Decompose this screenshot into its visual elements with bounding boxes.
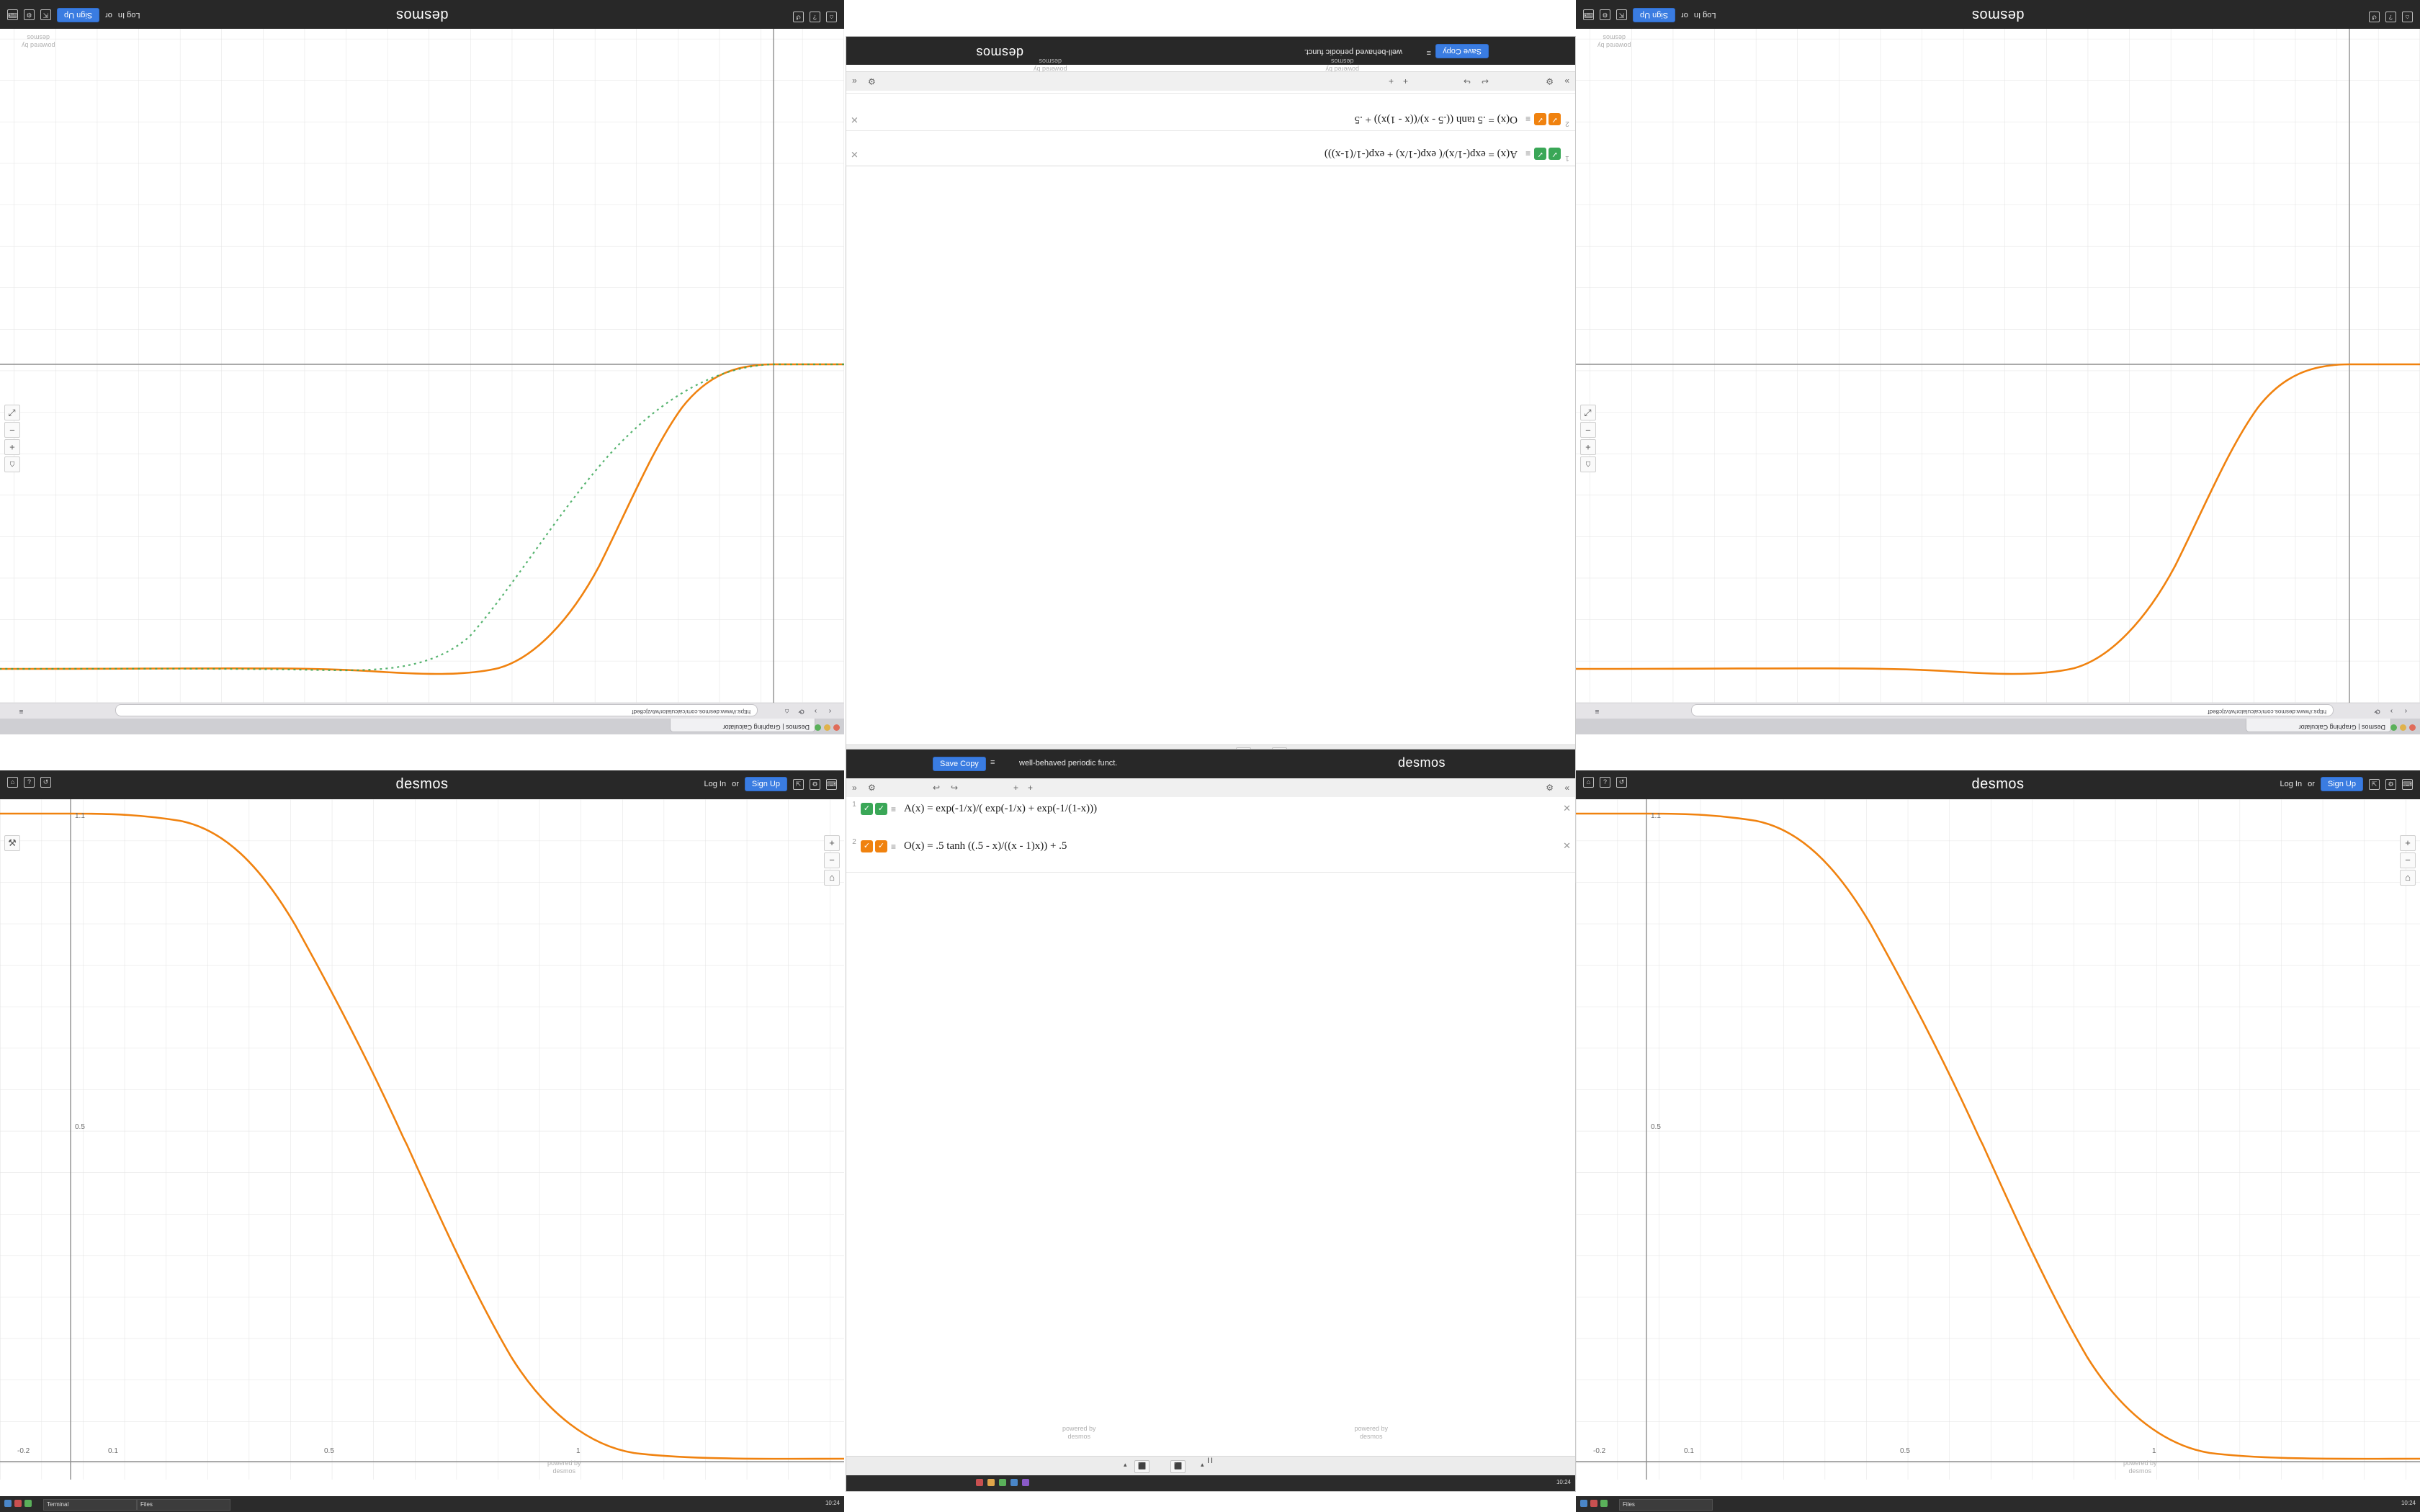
chevron-up-icon[interactable]: ▴ [1124,1461,1127,1468]
desmos-header [0,770,844,799]
taskbar-app-icon[interactable] [1010,1479,1018,1486]
powered-by-label [22,33,55,50]
recorder-toolbar [846,1456,1575,1475]
share-icon[interactable]: ⇱ [793,779,804,790]
zoom-in-button[interactable]: + [2400,835,2416,851]
x-tick-label: 1 [2152,1447,2156,1455]
zoom-out-button[interactable]: − [824,852,840,868]
or-label: or [105,11,112,19]
undo-icon[interactable]: ↺ [2369,12,2380,22]
taskbar-window-button[interactable]: Files [1619,1499,1713,1511]
expression-list [846,65,1575,166]
powered-by-brand: desmos [1039,57,1062,65]
expression-math[interactable]: A(x) = exp(-1/x)/( exp(-1/x) + exp(-1/(1-x))) [904,803,1098,814]
share-icon[interactable]: ⇱ [40,10,51,21]
log-in-link[interactable]: Log In [2280,780,2303,788]
sign-up-button[interactable]: Sign Up [1633,8,1675,22]
expression-row-0[interactable] [846,130,1575,166]
reload-icon[interactable]: ⟳ [798,707,805,715]
color-swatch[interactable]: ✓ [1534,148,1546,160]
undo-arrow-icon[interactable]: ↩ [933,783,941,793]
zoom-in-button[interactable]: + [1580,439,1596,455]
share-icon[interactable]: ⇱ [1616,10,1627,21]
expression-row-1[interactable] [846,93,1575,131]
desmos-logo: desmos [395,7,449,23]
center-window-top [846,36,1576,765]
zoom-home-button[interactable]: ⌂ [4,456,20,472]
gear-icon[interactable]: ⚙ [24,10,35,21]
zoom-controls [824,835,840,886]
zoom-home-button[interactable]: ⌂ [824,870,840,886]
taskbar-app-icon[interactable] [1590,1500,1597,1507]
powered-by-brand: desmos [1603,34,1626,42]
question-circle-icon[interactable]: ? [2385,12,2396,22]
powered-by-label [2123,1459,2157,1476]
color-swatch[interactable]: ✓ [1549,148,1561,160]
desmos-header [846,37,1575,66]
header-right-actions [2280,777,2413,791]
add-expression-button[interactable]: + [1402,76,1408,86]
desmos-logo: desmos [1971,776,2025,792]
taskbar-clock: 10:24 [825,1500,840,1506]
log-in-link[interactable]: Log In [704,780,727,788]
powered-by-text: powered by [1354,1424,1388,1432]
hamburger-icon[interactable]: ≡ [19,707,24,715]
browser-chrome [0,702,844,734]
color-swatch[interactable]: ✓ [875,803,887,815]
or-label: or [732,780,739,788]
undo-arrow-icon[interactable]: ↩ [1481,76,1489,86]
graph-canvas[interactable] [0,29,844,703]
gear-icon[interactable]: ⚙ [1600,10,1610,21]
desmos-logo: desmos [976,45,1024,60]
forward-icon[interactable]: › [2390,707,2393,715]
tab-strip [1576,719,2420,734]
powered-by-brand: desmos [1067,1432,1091,1440]
color-swatch[interactable]: ✓ [875,840,887,852]
or-label: or [2308,780,2315,788]
minimize-window-button[interactable] [824,724,830,731]
desmos-logo: desmos [395,776,449,792]
taskbar-window-button[interactable]: Files [137,1499,230,1511]
powered-by-label-2 [1354,1425,1388,1441]
drag-handle-icon[interactable]: ≡ [1525,114,1531,124]
home-icon[interactable]: ⌂ [7,777,18,788]
color-swatch[interactable]: ✓ [1534,113,1546,125]
close-icon[interactable]: ✕ [851,149,859,160]
or-label: or [1681,11,1688,19]
sign-up-button[interactable]: Sign Up [745,777,787,791]
y-tick-label: 1.1 [1651,812,1661,820]
drag-handle-icon[interactable]: ≡ [891,842,897,852]
expression-math[interactable]: A(x) = exp(-1/x)/( exp(-1/x) + exp(-1/(1-x))) [1324,148,1518,160]
desmos-logo: desmos [1397,755,1446,770]
double-chevron-right-icon[interactable]: » [852,783,857,793]
keyboard-icon[interactable]: ⌨ [7,10,18,21]
x-tick-label: -0.2 [1593,1447,1606,1455]
expression-list [846,778,1576,883]
x-tick-label: 0.1 [1684,1447,1694,1455]
double-chevron-left-icon[interactable]: « [1564,783,1569,793]
powered-by-text: powered by [1597,42,1631,50]
x-tick-label: 0.5 [324,1447,334,1455]
fullscreen-icon[interactable]: ⤢ [1580,405,1596,420]
question-circle-icon[interactable]: ? [24,777,35,788]
window-top-right [1576,0,2420,734]
gear-icon[interactable]: ⚙ [2385,779,2396,790]
fullscreen-icon[interactable]: ⤢ [4,405,20,420]
color-swatch[interactable]: ✓ [861,803,873,815]
header-left-icons [1583,777,1627,788]
x-tick-label: 0.1 [108,1447,118,1455]
taskbar-app-icon[interactable] [4,1500,12,1507]
powered-by-text: powered by [22,42,55,50]
powered-by-brand: desmos [27,34,50,42]
expression-color-swatches[interactable] [861,840,887,852]
zoom-out-button[interactable]: − [2400,852,2416,868]
desmos-header [1576,770,2420,799]
zoom-home-button[interactable]: ⌂ [1580,456,1596,472]
gear-icon[interactable]: ⚙ [1546,76,1554,86]
gear-icon-right[interactable]: ⚙ [1546,783,1554,793]
desmos-logo: desmos [1971,7,2025,23]
expression-color-swatches[interactable] [1534,148,1561,160]
add-expression-button-2[interactable]: + [1388,76,1394,86]
graph-canvas[interactable] [1576,29,2420,703]
close-icon[interactable]: ✕ [851,114,859,125]
browser-tab-title: Desmos | Graphing Calculator [722,724,810,731]
zoom-in-button[interactable]: + [4,439,20,455]
drag-handle-icon[interactable]: ≡ [1525,148,1531,158]
browser-tab-title: Desmos | Graphing Calculator [2298,724,2385,731]
taskbar-clock: 10:24 [2401,1500,2416,1506]
graph-plot [1576,29,2420,703]
home-icon[interactable]: ⌂ [826,12,837,22]
expression-color-swatches[interactable] [1534,113,1561,125]
taskbar-clock: 10:24 [1556,1479,1571,1485]
question-circle-icon[interactable]: ? [810,12,820,22]
zoom-in-button[interactable]: + [824,835,840,851]
zoom-controls [4,405,20,472]
keyboard-icon[interactable]: ⌨ [826,779,837,790]
powered-by-brand: desmos [552,1467,576,1475]
header-left-icons [793,12,837,22]
center-window-bottom [846,749,1576,1492]
taskbar-app-icon[interactable] [987,1479,995,1486]
add-expression-button[interactable]: + [1013,783,1019,793]
desmos-header [1576,0,2420,29]
save-copy-button[interactable]: Save Copy [933,757,986,771]
log-in-link[interactable]: Log In [1693,11,1716,19]
header-left-icons [2369,12,2413,22]
gear-icon[interactable]: ⚙ [868,783,876,793]
graph-title-input[interactable]: well-behaved periodic funct. [1019,759,1118,768]
tab-strip [0,719,844,734]
browser-chrome [1576,702,2420,734]
expression-index: 1 [852,801,856,809]
maximize-window-button[interactable] [815,724,821,731]
address-bar-url: https://www.desmos.com/calculator/wtvzjc8edf [2208,708,2326,715]
powered-by-label [547,1459,581,1476]
taskbar-app-icon[interactable] [24,1500,32,1507]
sign-up-button[interactable]: Sign Up [2321,777,2363,791]
double-chevron-left-icon[interactable]: « [852,76,857,86]
home-icon[interactable]: ⌂ [1583,777,1594,788]
screenshot-button[interactable]: ⬛ [1134,1460,1150,1473]
undo-icon[interactable]: ↺ [793,12,804,22]
graph-plot [1576,799,2420,1480]
expression-math[interactable]: O(x) = .5 tanh ((.5 - x)/((x - 1)x)) + .5 [1354,114,1518,125]
powered-by-text: powered by [1034,66,1067,73]
y-tick-label: 1.1 [75,812,85,820]
powered-by-label [1062,1425,1096,1441]
x-tick-label: -0.2 [17,1447,30,1455]
zoom-controls [1580,405,1596,472]
color-swatch[interactable]: ✓ [1549,113,1561,125]
expression-index: 2 [852,838,856,846]
expression-color-swatches[interactable] [861,803,887,815]
powered-by-text: powered by [1062,1424,1096,1432]
close-window-button[interactable] [2409,724,2416,731]
window-top-left [0,0,844,734]
save-copy-button[interactable]: Save Copy [1435,44,1489,58]
graph-canvas[interactable] [0,799,844,1480]
keyboard-icon[interactable]: ⌨ [1583,10,1594,21]
expression-math[interactable]: O(x) = .5 tanh ((.5 - x)/((x - 1)x)) + .5 [904,840,1067,852]
home-icon[interactable]: ⌂ [2402,12,2413,22]
redo-arrow-icon[interactable]: ↪ [951,783,959,793]
expression-index: 1 [1565,154,1569,162]
zoom-controls [2400,835,2416,886]
window-bottom-left [0,770,844,1512]
sign-up-button[interactable]: Sign Up [57,8,99,22]
color-swatch[interactable]: ✓ [861,840,873,852]
y-tick-label: 0.5 [75,1123,85,1131]
minimize-window-button[interactable] [2400,724,2406,731]
powered-by-text: powered by [547,1459,581,1467]
taskbar-window-button[interactable]: Terminal [43,1499,137,1511]
back-icon[interactable]: ‹ [2404,707,2408,715]
powered-by-label-2 [1034,57,1067,73]
reload-icon[interactable]: ⟳ [2374,707,2380,715]
hamburger-icon[interactable]: ≡ [1595,707,1600,715]
powered-by-brand: desmos [2128,1467,2152,1475]
powered-by-label [1597,33,1631,50]
expression-toolbar [846,778,1575,798]
header-right-actions [704,777,837,791]
y-tick-label: 0.5 [1651,1123,1661,1131]
expression-toolbar [846,71,1575,91]
graph-title-input[interactable]: well-behaved periodic funct. [1304,48,1402,56]
forward-icon[interactable]: › [814,707,817,715]
taskbar-app-icon[interactable] [1580,1500,1587,1507]
undo-icon[interactable]: ↺ [40,777,51,788]
chevron-up-icon-2[interactable]: ▴ [1201,1461,1204,1468]
window-bottom-right [1576,770,2420,1512]
graph-canvas[interactable] [1576,799,2420,1480]
log-in-link[interactable]: Log In [117,11,140,19]
powered-by-label [1325,57,1359,73]
taskbar [846,1475,1575,1491]
taskbar-app-icon[interactable] [999,1479,1006,1486]
graph-tools [4,835,20,851]
close-icon[interactable]: ✕ [1563,803,1571,814]
zoom-out-button[interactable]: − [4,422,20,438]
gear-icon-right[interactable]: ⚙ [868,76,876,86]
wrench-icon[interactable]: ⚒ [4,835,20,851]
keyboard-icon[interactable]: ⌨ [2402,779,2413,790]
record-button[interactable]: ⬛ [1170,1460,1186,1473]
zoom-home-button[interactable]: ⌂ [2400,870,2416,886]
taskbar-app-icon[interactable] [14,1500,22,1507]
taskbar [1576,1496,2420,1512]
powered-by-text: powered by [2123,1459,2157,1467]
header-right-actions [1583,8,1716,22]
home-icon[interactable]: ⌂ [784,707,789,715]
hamburger-icon[interactable]: ≡ [990,758,995,767]
hamburger-icon[interactable]: ≡ [1426,48,1431,57]
x-tick-label: 1 [576,1447,581,1455]
maximize-window-button[interactable] [2390,724,2397,731]
back-icon[interactable]: ‹ [828,707,832,715]
expression-row-1[interactable] [846,797,1575,835]
powered-by-text: powered by [1325,66,1359,73]
close-icon[interactable]: ✕ [1563,840,1571,851]
header-left-icons [7,777,51,788]
drag-handle-icon[interactable]: ≡ [891,804,897,814]
taskbar [0,1496,844,1512]
close-window-button[interactable] [833,724,840,731]
share-icon[interactable]: ⇱ [2369,779,2380,790]
address-bar-url: https://www.desmos.com/calculator/wtvzjc8edf [632,708,750,715]
undo-icon[interactable]: ↺ [1616,777,1627,788]
expression-row-2[interactable] [846,834,1575,873]
powered-by-brand: desmos [1359,1432,1383,1440]
desmos-header [846,750,1575,778]
desmos-header [0,0,844,29]
taskbar-app-icon[interactable] [1600,1500,1608,1507]
redo-arrow-icon[interactable]: ↪ [1463,76,1471,86]
double-chevron-right-icon[interactable]: » [1564,76,1569,86]
add-expression-button-2[interactable]: + [1028,783,1034,793]
taskbar-app-icon[interactable] [976,1479,983,1486]
question-circle-icon[interactable]: ? [1600,777,1610,788]
taskbar-app-icon[interactable] [1022,1479,1029,1486]
zoom-out-button[interactable]: − [1580,422,1596,438]
graph-plot [0,799,844,1480]
x-tick-label: 0.5 [1900,1447,1910,1455]
pause-button[interactable]: II [1206,1457,1215,1465]
powered-by-brand: desmos [1330,57,1354,65]
graph-plot [0,29,844,703]
expression-index: 2 [1565,120,1569,127]
gear-icon[interactable]: ⚙ [810,779,820,790]
header-right-actions [7,8,140,22]
